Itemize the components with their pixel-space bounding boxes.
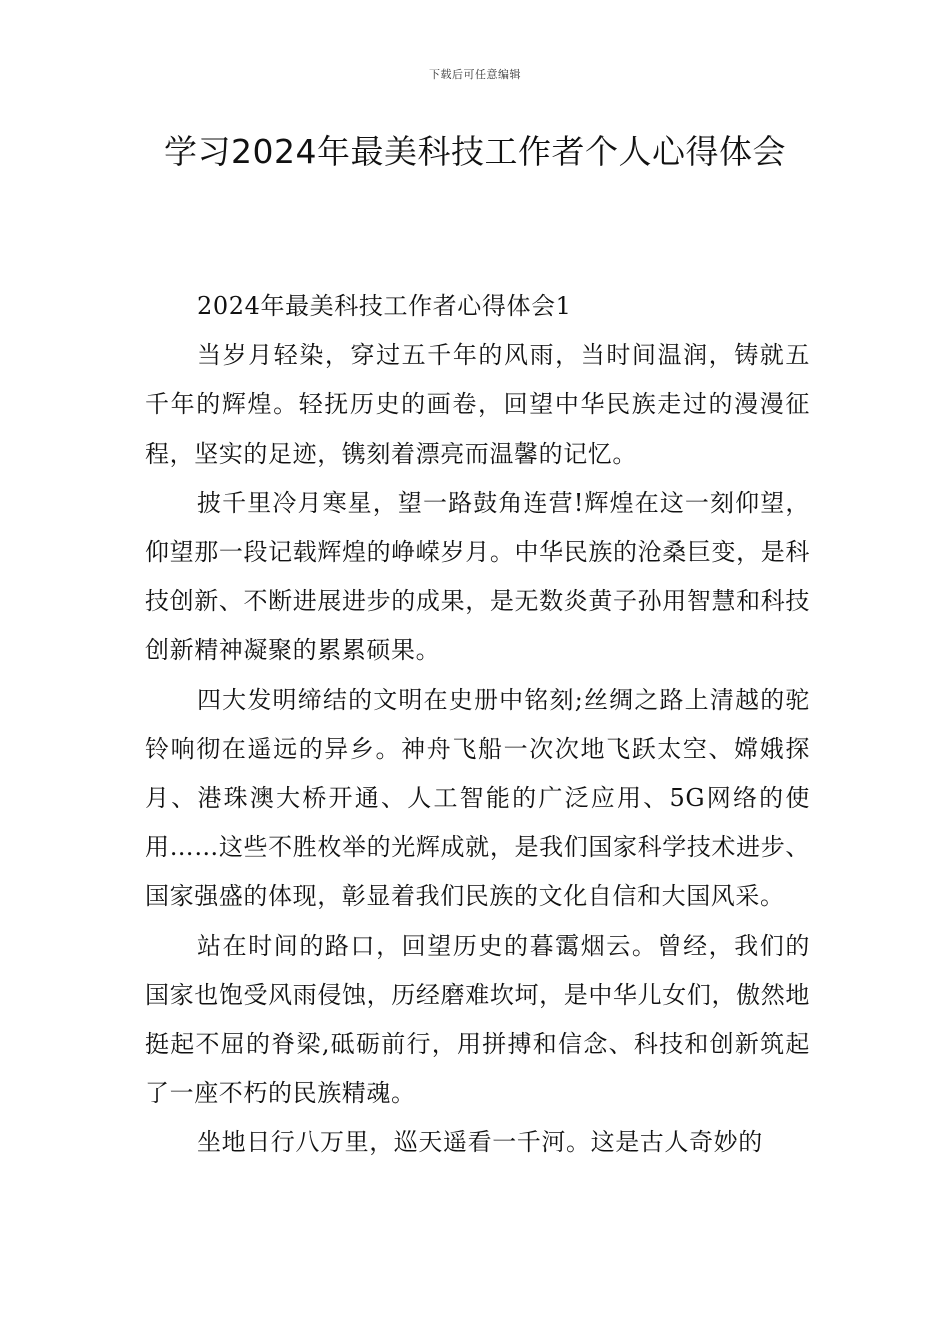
section-heading: 2024年最美科技工作者心得体会1 bbox=[197, 292, 572, 320]
header-note: 下载后可任意编辑 bbox=[429, 68, 521, 81]
document-body bbox=[145, 282, 810, 1168]
document-title: 学习2024年最美科技工作者个人心得体会 bbox=[164, 132, 786, 171]
paragraph: 当岁月轻染，穿过五千年的风雨，当时间温润，铸就五千年的辉煌。轻抚历史的画卷，回望中华民族走过的漫漫征程，坚实的足迹，镌刻着漂亮而温馨的记忆。 bbox=[145, 341, 810, 468]
paragraph: 站在时间的路口，回望历史的暮霭烟云。曾经，我们的国家也饱受风雨侵蚀，历经磨难坎坷，是中华儿女们，傲然地挺起不屈的脊梁,砥砺前行，用拼搏和信念、科技和创新筑起了一座不朽的民族精魂。 bbox=[145, 931, 810, 1108]
paragraph: 坐地日行八万里，巡天遥看一千河。这是古人奇妙的 bbox=[197, 1128, 763, 1157]
paragraph: 四大发明缔结的文明在史册中铭刻;丝绸之路上清越的驼铃响彻在遥远的异乡。神舟飞船一次次地飞跃太空、嫦娥探月、港珠澳大桥开通、人工智能的广泛应用、5G网络的使用……这些不胜枚举的光辉成就，是我们国家科学技术进步、国家强盛的体现，彰显着我们民族的文化自信和大国风采。 bbox=[145, 685, 810, 911]
paragraph: 披千里冷月寒星，望一路鼓角连营!辉煌在这一刻仰望，仰望那一段记载辉煌的峥嵘岁月。中华民族的沧桑巨变，是科技创新、不断进展进步的成果，是无数炎黄子孙用智慧和科技创新精神凝聚的累累硕果。 bbox=[145, 488, 810, 665]
